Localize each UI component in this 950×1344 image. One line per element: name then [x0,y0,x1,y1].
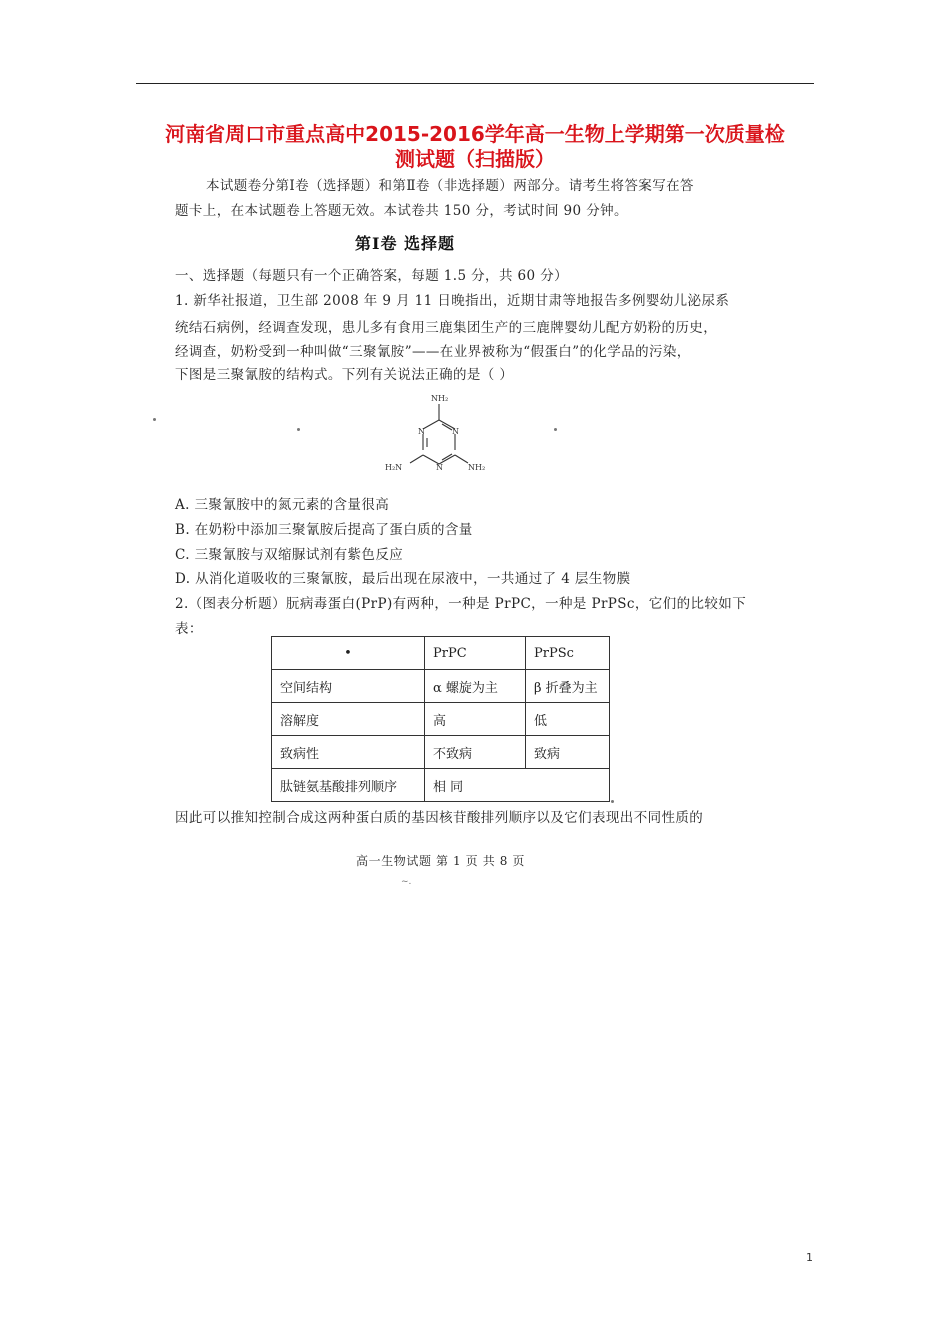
intro-line-2: 题卡上，在本试题卷上答题无效。本试卷共 150 分，考试时间 90 分钟。 [175,203,628,219]
ring-nitrogen-1: N [452,427,459,436]
table-cell: 肽链氨基酸排列顺序 [272,769,425,802]
question-1-option-a: A. 三聚氰胺中的氮元素的含量很高 [175,497,390,513]
question-1-option-c: C. 三聚氰胺与双缩脲试剂有紫色反应 [175,547,404,563]
right-amino-group: NH₂ [468,463,486,472]
scan-mark: ~. [401,877,412,887]
question-1-line-4: 下图是三聚氰胺的结构式。下列有关说法正确的是（ ） [175,367,514,383]
table-cell: 致病性 [272,736,425,769]
title-line-1: 河南省周口市重点高中2015-2016学年高一生物上学期第一次质量检 [165,122,785,146]
table-cell: 低 [526,703,610,736]
table-header-cell: PrPSc [526,637,610,670]
table-row [272,736,610,769]
page-number: 1 [806,1251,813,1264]
table-cell: 溶解度 [272,703,425,736]
scan-speck [297,428,300,431]
table-row [272,769,610,802]
scan-speck [153,418,156,421]
question-1-option-d: D. 从消化道吸收的三聚氰胺，最后出现在尿液中，一共通过了 4 层生物膜 [175,571,631,587]
table-cell: 高 [425,703,526,736]
ring-nitrogen-2: N [418,427,425,436]
question-2-line-2: 表： [175,621,203,637]
question-1-line-2: 统结石病例，经调查发现，患儿多有食用三鹿集团生产的三鹿牌婴幼儿配方奶粉的历史， [175,320,718,336]
table-header-row [272,637,610,670]
ring-nitrogen-3: N [436,463,443,472]
melamine-structure-diagram [374,388,504,488]
table-header-cell: • [272,637,425,670]
intro-line-1: 本试题卷分第Ⅰ卷（选择题）和第Ⅱ卷（非选择题）两部分。请考生将答案写在答 [206,178,694,194]
section-instructions: 一、选择题（每题只有一个正确答案，每题 1.5 分，共 60 分） [175,268,569,284]
table-cell: α 螺旋为主 [425,670,526,703]
question-2-continuation: 因此可以推知控制合成这两种蛋白质的基因核苷酸排列顺序以及它们表现出不同性质的 [175,810,704,826]
table-cell: 空间结构 [272,670,425,703]
table-cell-merged: 相 同 [425,769,610,802]
table-row [272,670,610,703]
question-1-line-1: 1. 新华社报道，卫生部 2008 年 9 月 11 日晚指出，近期甘肃等地报告多例婴幼儿泌尿系 [175,293,730,309]
table-cell: β 折叠为主 [526,670,610,703]
scan-speck [611,800,614,803]
question-1-line-3: 经调查，奶粉受到一种叫做“三聚氰胺”——在业界被称为“假蛋白”的化学品的污染， [175,344,691,360]
scan-speck [554,428,557,431]
question-1-option-b: B. 在奶粉中添加三聚氰胺后提高了蛋白质的含量 [175,522,473,538]
prion-comparison-table [271,636,610,802]
exam-footer: 高一生物试题 第 1 页 共 8 页 [356,854,525,868]
table-header-cell: PrPC [425,637,526,670]
title-line-2: 测试题（扫描版） [395,147,555,171]
section-title: 第Ⅰ卷 选择题 [355,234,456,253]
table-cell: 不致病 [425,736,526,769]
table-cell: 致病 [526,736,610,769]
table-row [272,703,610,736]
top-amino-group: NH₂ [431,394,449,403]
left-amino-group: H₂N [385,463,403,472]
question-2-line-1: 2.（图表分析题）朊病毒蛋白(PrP)有两种，一种是 PrPC，一种是 PrPSc，它们的比较如下 [175,596,747,612]
